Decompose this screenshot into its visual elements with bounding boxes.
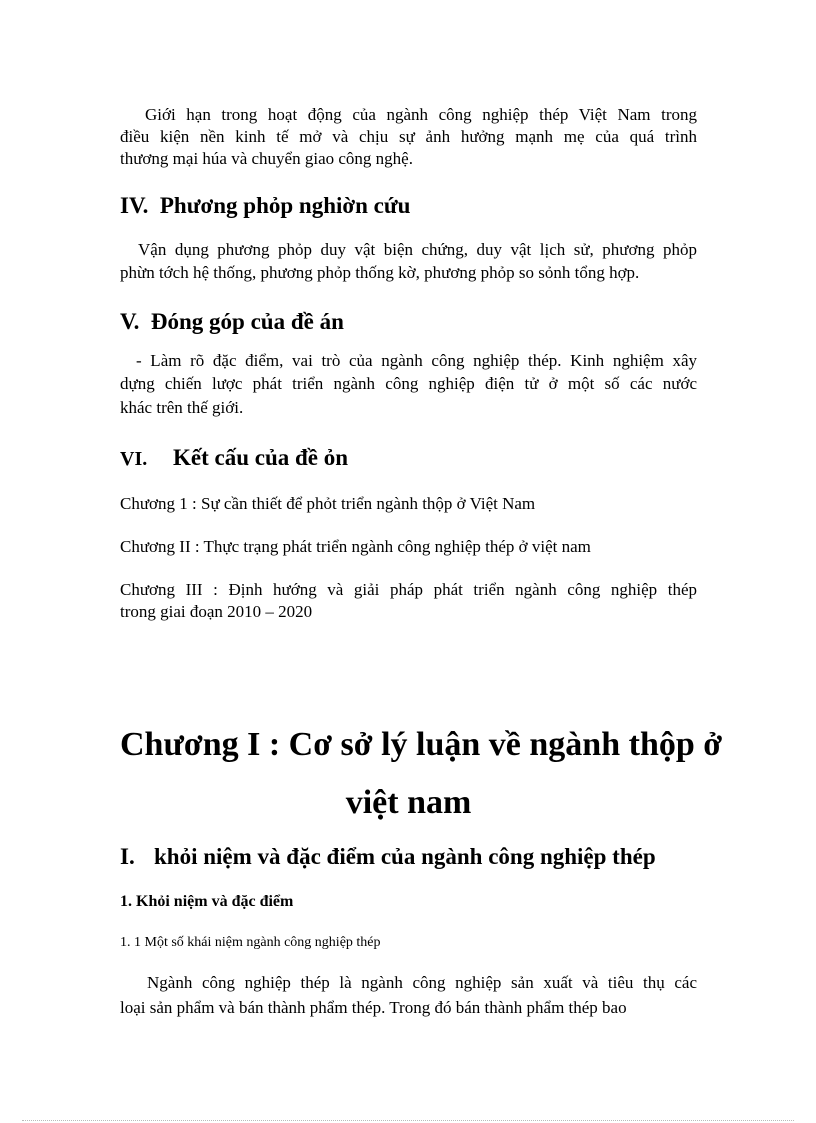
contrib-line-2: dựng chiến lược phát triển ngành công nghiệp điện tử ở một số các nước [120, 374, 697, 393]
method-line-2: phừn tớch hệ thống, phương phỏp thống kờ, phương phỏp so sỏnh tổng hợp. [120, 263, 640, 282]
section-number: VI. [120, 448, 148, 470]
section-title: Phương phỏp nghiờn cứu [159, 193, 411, 218]
method-line-1: Vận dụng phương phỏp duy vật biện chứng, duy vật lịch sử, phương phỏp [138, 240, 697, 259]
section-title: Kết cấu của đề ỏn [173, 445, 349, 470]
scope-line-1: Giới hạn trong hoạt động của ngành công nghiệp thép Việt Nam trong [145, 105, 697, 124]
section-5-heading [120, 308, 344, 336]
section-title: khỏi niệm và đặc điểm của ngành công nghiệp thép [154, 844, 656, 869]
section-number: I. [120, 844, 135, 869]
contrib-line-3: khác trên thế giới. [120, 398, 244, 417]
section-6-heading [120, 444, 348, 473]
section-number: V. [120, 309, 140, 334]
scope-line-3: thương mại húa và chuyển giao công nghệ. [120, 149, 413, 168]
scope-line-2: điều kiện nền kinh tế mở và chịu sự ảnh hưởng mạnh mẹ của quá trình [120, 127, 697, 146]
section-4-heading [120, 192, 410, 220]
contrib-line-1: - Làm rõ đặc điểm, vai trò của ngành công nghiệp thép. Kinh nghiệm xây [136, 351, 697, 370]
chapter-1-item: Chương 1 : Sự cần thiết để phỏt triển ngành thộp ở Việt Nam [120, 494, 536, 513]
chapter-title-line-1: Chương I : Cơ sở lý luận về ngành thộp ở [120, 726, 723, 763]
chapter-title-line-2: việt nam [345, 784, 472, 821]
section-I-heading [120, 843, 656, 871]
chapter-3-item-cont: trong giai đoạn 2010 – 2020 [120, 602, 313, 621]
subsection-1-heading: 1. Khỏi niệm và đặc điểm [120, 893, 294, 910]
chapter-2-item: Chương II : Thực trạng phát triển ngành công nghiệp thép ở việt nam [120, 537, 591, 556]
section-number: IV. [120, 193, 149, 218]
section-title: Đóng góp của đề án [150, 309, 344, 334]
page-separator [22, 1120, 794, 1121]
subsection-1-1-heading: 1. 1 Một số khái niệm ngành công nghiệp thép [120, 935, 381, 950]
chapter-3-item: Chương III : Định hướng và giải pháp phát triển ngành công nghiệp thép [120, 580, 697, 599]
body-line-2: loại sản phẩm và bán thành phẩm thép. Trong đó bán thành phẩm thép bao [120, 998, 627, 1017]
body-line-1: Ngành công nghiệp thép là ngành công nghiệp sản xuất và tiêu thụ các [147, 973, 697, 992]
